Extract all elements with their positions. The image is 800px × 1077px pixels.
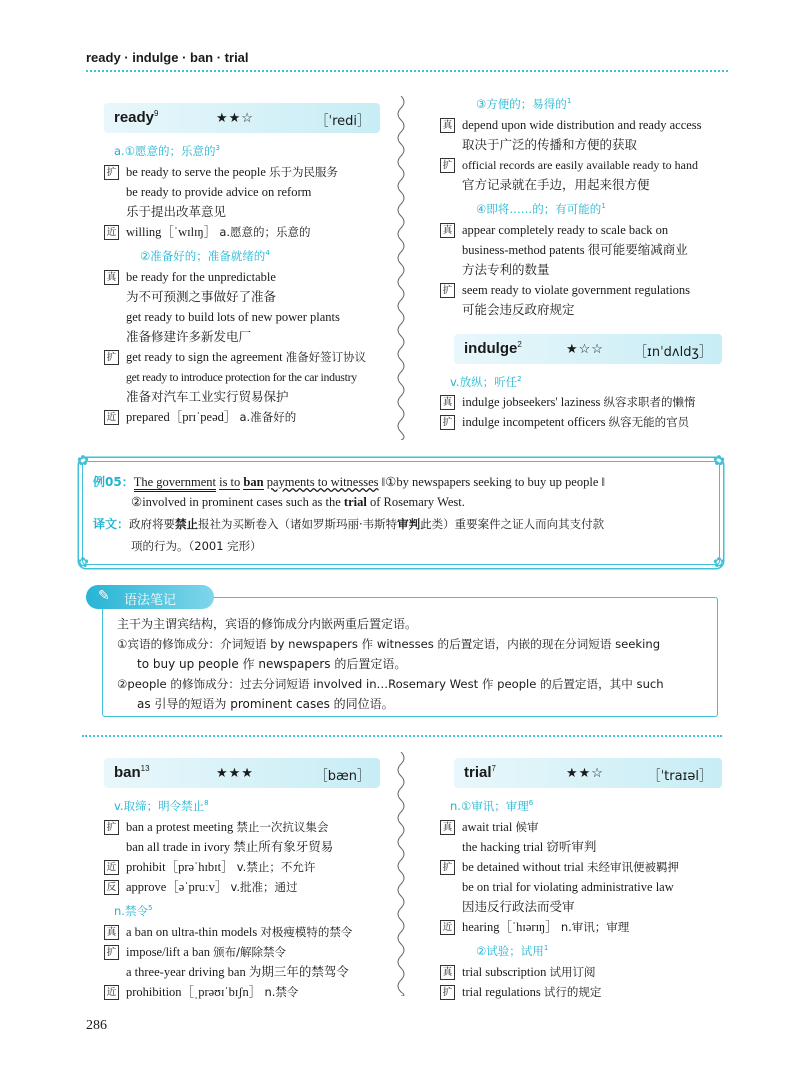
translation: 因违反行政法而受审 — [462, 899, 575, 914]
example-expanded: be ready to provide advice on reform — [126, 184, 312, 199]
running-head: ready · indulge · ban · trial — [86, 50, 249, 65]
translation: 乐于提出改革意见 — [126, 204, 227, 219]
example-real: 真 await trial 候审 — [440, 817, 722, 837]
jin-marker-icon: 近 — [104, 985, 119, 1000]
grammar-line: ①宾语的修饰成分：介词短语 by newspapers 作 witnesses 的后置定语，内嵌的现在分词短语 seeking — [117, 637, 661, 651]
example-real: business-method patents 很可能要缩减商业 — [462, 242, 688, 257]
translation: 准备对汽车工业实行贸易保护 — [126, 389, 289, 404]
synonym: 近 prepared［prɪˈpeəd］ a.准备好的 — [104, 407, 380, 427]
example-expanded: be on trial for violating administrative law — [462, 879, 674, 894]
translation-line-2: 项的行为。（2001 完形） — [131, 539, 262, 553]
sense-heading: ③方便的；易得的$^1$ — [476, 96, 572, 111]
example-expanded: get ready to introduce protection for the car industry — [126, 369, 357, 384]
kuo-marker-icon: 扩 — [440, 415, 455, 430]
sense-heading: v.放纵；听任$^2$ — [450, 374, 522, 389]
zhen-marker-icon: 真 — [440, 965, 455, 980]
kuo-marker-icon: 扩 — [440, 985, 455, 1000]
example-expanded: 扩 ban a protest meeting 禁止一次抗议集会 — [104, 817, 380, 837]
headword-box-ban — [104, 758, 380, 788]
grammar-note-title: 语法笔记 — [124, 593, 177, 608]
grammar-line: as 引导的短语为 prominent cases 的同位语。 — [137, 697, 394, 711]
sentence-line-1: 例05：The government is to ban payments to witnesses ‖①by newspapers seeking to buy up people ‖ — [93, 472, 605, 492]
entry-ban — [104, 758, 380, 1002]
translation: 准备修建许多新发电厂 — [126, 329, 252, 344]
entry-ready-continued — [440, 90, 722, 432]
example-real: 真 be ready for the unpredictable — [104, 267, 380, 287]
translation: 可能会违反政府规定 — [462, 302, 575, 317]
jin-marker-icon: 近 — [104, 410, 119, 425]
column-divider — [393, 96, 409, 440]
header-rule — [86, 70, 728, 72]
kuo-marker-icon: 扩 — [104, 165, 119, 180]
kuo-marker-icon: 扩 — [440, 283, 455, 298]
example-expanded: 扩 official records are easily available ready to hand — [440, 155, 722, 175]
headword: ban$^{13}$ — [114, 764, 150, 781]
example-expanded: 扩 impose/lift a ban 颁布/解除禁令 — [104, 942, 380, 962]
headword-box-ready — [104, 103, 380, 133]
example-expanded: 扩 be detained without trial 未经审讯便被羁押 — [440, 857, 722, 877]
example-real: get ready to build lots of new power plants — [126, 309, 340, 324]
pen-icon: ✎ — [98, 588, 110, 604]
corner-ornament-icon: ✿ — [713, 556, 725, 571]
translation: 为不可预测之事做好了准备 — [126, 289, 277, 304]
kuo-marker-icon: 扩 — [440, 158, 455, 173]
star-rating: ★★★ — [216, 765, 254, 780]
translation: 方法专利的数量 — [462, 262, 550, 277]
grammar-line: ②people 的修饰成分：过去分词短语 involved in…Rosemary West 作 people 的后置定语，其中 such — [117, 677, 664, 691]
jin-marker-icon: 近 — [104, 225, 119, 240]
jin-marker-icon: 近 — [440, 920, 455, 935]
headword: trial$^7$ — [464, 764, 496, 781]
corner-ornament-icon: ✿ — [713, 454, 725, 469]
sense-heading: ④即将……的；有可能的$^1$ — [476, 201, 606, 216]
example-expanded: 扩 be ready to serve the people 乐于为民服务 — [104, 162, 380, 182]
star-rating: ★★☆ — [566, 765, 604, 780]
zhen-marker-icon: 真 — [440, 820, 455, 835]
star-rating: ★★☆ — [216, 110, 254, 125]
phonetic: ［ˈtraɪəl］ — [647, 769, 712, 784]
antonym: 反 approve［əˈpruːv］ v.批准；通过 — [104, 877, 380, 897]
phonetic: ［ɪnˈdʌldʒ］ — [634, 344, 712, 360]
translation: 官方记录就在手边，用起来很方便 — [462, 177, 650, 192]
corner-ornament-icon: ✿ — [77, 454, 89, 469]
example-expanded: 扩 seem ready to violate government regulations — [440, 280, 722, 300]
kuo-marker-icon: 扩 — [104, 350, 119, 365]
headword: ready$^9$ — [114, 109, 159, 126]
example-expanded: ban all trade in ivory 禁止所有象牙贸易 — [126, 839, 334, 854]
sense-heading: n.①审讯；审理$^6$ — [450, 798, 534, 813]
translation-line-1: 译文：政府将要禁止报社为买断卷入（诸如罗斯玛丽·韦斯特审判此类）重要案件之证人而向其支付款 — [93, 517, 605, 531]
translation: 取决于广泛的传播和方便的获取 — [462, 137, 638, 152]
synonym: 近 willing［ˈwɪlɪŋ］ a.愿意的；乐意的 — [104, 222, 380, 242]
grammar-line: 主干为主谓宾结构，宾语的修饰成分内嵌两重后置定语。 — [117, 617, 418, 631]
zhen-marker-icon: 真 — [104, 270, 119, 285]
example-real: 真 trial subscription 试用订阅 — [440, 962, 722, 982]
grammar-note-tab — [86, 585, 214, 609]
example-real: 真 a ban on ultra-thin models 对极瘦模特的禁令 — [104, 922, 380, 942]
sense-heading: a.①愿意的；乐意的$^3$ — [114, 143, 220, 158]
synonym: 近 prohibit［prəˈhɪbɪt］ v.禁止；不允许 — [104, 857, 380, 877]
example-real: 真 depend upon wide distribution and ready access — [440, 115, 722, 135]
example-real: 真 indulge jobseekers' laziness 纵容求职者的懒惰 — [440, 392, 722, 412]
zhen-marker-icon: 真 — [440, 223, 455, 238]
page-number: 286 — [86, 1018, 107, 1033]
phonetic: ［ˈredi］ — [315, 114, 370, 129]
kuo-marker-icon: 扩 — [104, 820, 119, 835]
phonetic: ［bæn］ — [314, 769, 370, 784]
zhen-marker-icon: 真 — [440, 395, 455, 410]
grammar-note-box — [102, 597, 718, 717]
headword-box-trial — [454, 758, 722, 788]
sense-heading: ②试验；试用$^1$ — [476, 943, 549, 958]
sense-heading: ②准备好的；准备就绪的$^4$ — [140, 248, 270, 263]
jin-marker-icon: 近 — [104, 860, 119, 875]
example-expanded: 扩 trial regulations 试行的规定 — [440, 982, 722, 1002]
example-real: the hacking trial 窃听审判 — [462, 839, 597, 854]
corner-ornament-icon: ✿ — [77, 556, 89, 571]
kuo-marker-icon: 扩 — [104, 945, 119, 960]
fan-marker-icon: 反 — [104, 880, 119, 895]
synonym: 近 prohibition［ˌprəʊɪˈbɪʃn］ n.禁令 — [104, 982, 380, 1002]
entry-ready — [104, 103, 380, 427]
zhen-marker-icon: 真 — [440, 118, 455, 133]
kuo-marker-icon: 扩 — [440, 860, 455, 875]
section-rule — [82, 735, 722, 737]
headword: indulge$^2$ — [464, 339, 522, 357]
example-expanded: 扩 indulge incompetent officers 纵容无能的官员 — [440, 412, 722, 432]
headword-box-indulge — [454, 334, 722, 364]
zhen-marker-icon: 真 — [104, 925, 119, 940]
example-expanded: 扩 get ready to sign the agreement 准备好签订协议 — [104, 347, 380, 367]
column-divider — [393, 752, 409, 996]
example-real: 真 appear completely ready to scale back on — [440, 220, 722, 240]
grammar-line: to buy up people 作 newspapers 的后置定语。 — [137, 657, 407, 671]
sense-heading: n.禁令$^5$ — [114, 903, 153, 918]
sense-heading: v.取缔；明令禁止$^8$ — [114, 798, 209, 813]
entry-trial — [440, 758, 722, 1002]
sentence-line-2: ②involved in prominent cases such as the trial of Rosemary West. — [131, 495, 465, 509]
star-rating: ★☆☆ — [566, 340, 604, 356]
example-sentence-box — [77, 454, 725, 571]
synonym: 近 hearing［ˈhɪərɪŋ］ n.审讯；审理 — [440, 917, 722, 937]
example-expanded: a three-year driving ban 为期三年的禁驾令 — [126, 964, 349, 979]
